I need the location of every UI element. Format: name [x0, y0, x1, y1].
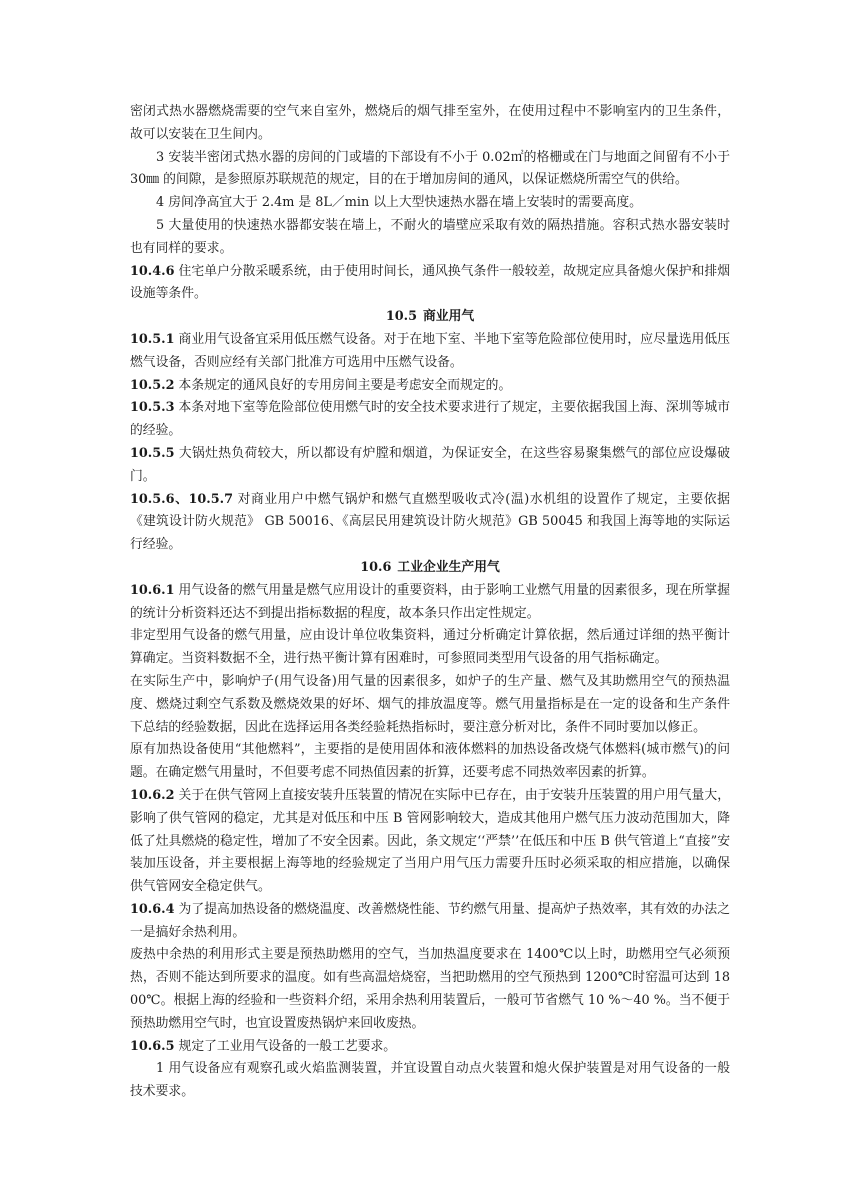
paragraph-text: 5 大量使用的快速热水器都安装在墙上，不耐火的墙壁应采取有效的隔热措施。容积式热水器安装时也有同样的要求。 [130, 217, 730, 256]
clause-number: 10.5.2 [130, 377, 175, 393]
body-paragraph [130, 1058, 730, 1104]
paragraph-text: 规定了工业用气设备的一般工艺要求。 [178, 1038, 397, 1054]
clause-number: 10.6.5 [130, 1038, 175, 1054]
section-heading [130, 306, 730, 329]
paragraph-text: 1 用气设备应有观察孔或火焰监测装置，并宜设置自动点火装置和熄火保护装置是对用气设备的一般技术要求。 [130, 1061, 730, 1100]
body-paragraph [130, 101, 730, 147]
body-paragraph [130, 397, 730, 443]
paragraph-text: 非定型用气设备的燃气用量，应由设计单位收集资料，通过分析确定计算依据，然后通过详细的热平衡计算确定。当资料数据不全，进行热平衡计算有困难时，可参照同类型用气设备的用气指标确定。 [130, 628, 730, 667]
body-paragraph [130, 580, 730, 626]
body-paragraph [130, 671, 730, 739]
body-paragraph [130, 625, 730, 671]
paragraph-text: 3 安装半密闭式热水器的房间的门或墙的下部设有不小于 0.02㎡的格栅或在门与地面之间留有不小于 30㎜ 的间隙，是参照原苏联规范的规定，目的在于增加房间的通风，以保证燃烧所需空气的供给。 [130, 149, 730, 188]
section-number: 10.5 [385, 309, 417, 325]
body-paragraph [130, 899, 730, 945]
clause-number: 10.6.4 [130, 901, 175, 917]
paragraph-text: 关于在供气管网上直接安装升压装置的情况在实际中已存在，由于安装升压装置的用户用气量大，影响了供气管网的稳定，尤其是对低压和中压 B 管网影响较大，造成其他用户燃气压力波动范围加大，降低了灶具燃烧的稳定性，增加了不安全因素。因此，条文规定‘‘严禁’’在低压和中压 B 供气管道上“直接”安装加压设备，并主要根据上海等地的经验规定了当用户用气压力需要升压时必须采取的相应措施，以确保供气管网安全稳定供气。 [130, 787, 730, 895]
paragraph-text: 4 房间净高宜大于 2.4m 是 8L／min 以上大型快速热水器在墙上安装时的需要高度。 [156, 195, 642, 211]
body-paragraph [130, 375, 730, 398]
body-paragraph [130, 739, 730, 785]
section-title: 商业用气 [422, 309, 475, 325]
clause-number: 10.4.6 [130, 263, 175, 279]
paragraph-text: 商业用气设备宜采用低压燃气设备。对于在地下室、半地下室等危险部位使用时，应尽量选用低压燃气设备，否则应经有关部门批准方可选用中压燃气设备。 [130, 331, 730, 370]
body-paragraph [130, 785, 730, 899]
body-paragraph [130, 1036, 730, 1059]
paragraph-text: 对商业用户中燃气锅炉和燃气直燃型吸收式冷(温)水机组的设置作了规定，主要依据《建筑设计防火规范》 GB 50016、《高层民用建筑设计防火规范》GB 50045 和我国上海等地的实际运行经验。 [130, 491, 730, 553]
clause-number: 10.5.6、10.5.7 [130, 491, 234, 507]
paragraph-text: 废热中余热的利用形式主要是预热助燃用的空气，当加热温度要求在 1400℃以上时，助燃用空气必须预热，否则不能达到所要求的温度。如有些高温焙烧窑，当把助燃用的空气预热到 1200℃时窑温可达到 1800℃。根据上海的经验和一些资料介绍，采用余热利用装置后，一般可节省燃气 10 %～40 %。当不便于预热助燃用空气时，也宜设置废热锅炉来回收废热。 [130, 947, 730, 1031]
body-paragraph [130, 192, 730, 215]
clause-number: 10.6.2 [130, 787, 175, 803]
paragraph-text: 住宅单户分散采暖系统，由于使用时间长，通风换气条件一般较差，故规定应具备熄火保护和排烟设施等条件。 [130, 263, 730, 302]
paragraph-text: 原有加热设备使用“其他燃料”，主要指的是使用固体和液体燃料的加热设备改烧气体燃料(城市燃气)的问题。在确定燃气用量时，不但要考虑不同热值因素的折算，还要考虑不同热效率因素的折算。 [130, 742, 730, 781]
body-paragraph [130, 944, 730, 1035]
paragraph-text: 为了提高加热设备的燃烧温度、改善燃烧性能、节约燃气用量、提高炉子热效率，其有效的办法之一是搞好余热利用。 [130, 901, 730, 940]
body-paragraph [130, 489, 730, 557]
paragraph-text: 在实际生产中，影响炉子(用气设备)用气量的因素很多，如炉子的生产量、燃气及其助燃用空气的预热温度、燃烧过剩空气系数及燃烧效果的好坏、烟气的排放温度等。燃气用量指标是在一定的设备和生产条件下总结的经验数据，因此在选择运用各类经验耗热指标时，要注意分析对比，条件不同时要加以修正。 [130, 673, 730, 735]
clause-number: 10.5.5 [130, 445, 175, 461]
paragraph-text: 本条对地下室等危险部位使用燃气时的安全技术要求进行了规定，主要依据我国上海、深圳等城市的经验。 [130, 400, 730, 439]
section-number: 10.6 [360, 559, 392, 575]
body-paragraph [130, 443, 730, 489]
paragraph-text: 本条规定的通风良好的专用房间主要是考虑安全而规定的。 [178, 377, 512, 393]
paragraph-text: 用气设备的燃气用量是燃气应用设计的重要资料，由于影响工业燃气用量的因素很多，现在所掌握的统计分析资料还达不到提出指标数据的程度，故本条只作出定性规定。 [130, 582, 730, 621]
body-paragraph [130, 215, 730, 261]
body-paragraph [130, 329, 730, 375]
clause-number: 10.6.1 [130, 582, 175, 598]
clause-number: 10.5.1 [130, 331, 175, 347]
body-paragraph [130, 147, 730, 193]
section-heading [130, 557, 730, 580]
paragraph-text: 密闭式热水器燃烧需要的空气来自室外，燃烧后的烟气排至室外，在使用过程中不影响室内的卫生条件，故可以安装在卫生间内。 [130, 104, 730, 142]
section-title: 工业企业生产用气 [397, 559, 500, 575]
clause-number: 10.5.3 [130, 400, 175, 416]
body-paragraph [130, 261, 730, 307]
paragraph-text: 大锅灶热负荷较大，所以都设有炉膛和烟道，为保证安全，在这些容易聚集燃气的部位应设爆破门。 [130, 445, 730, 484]
